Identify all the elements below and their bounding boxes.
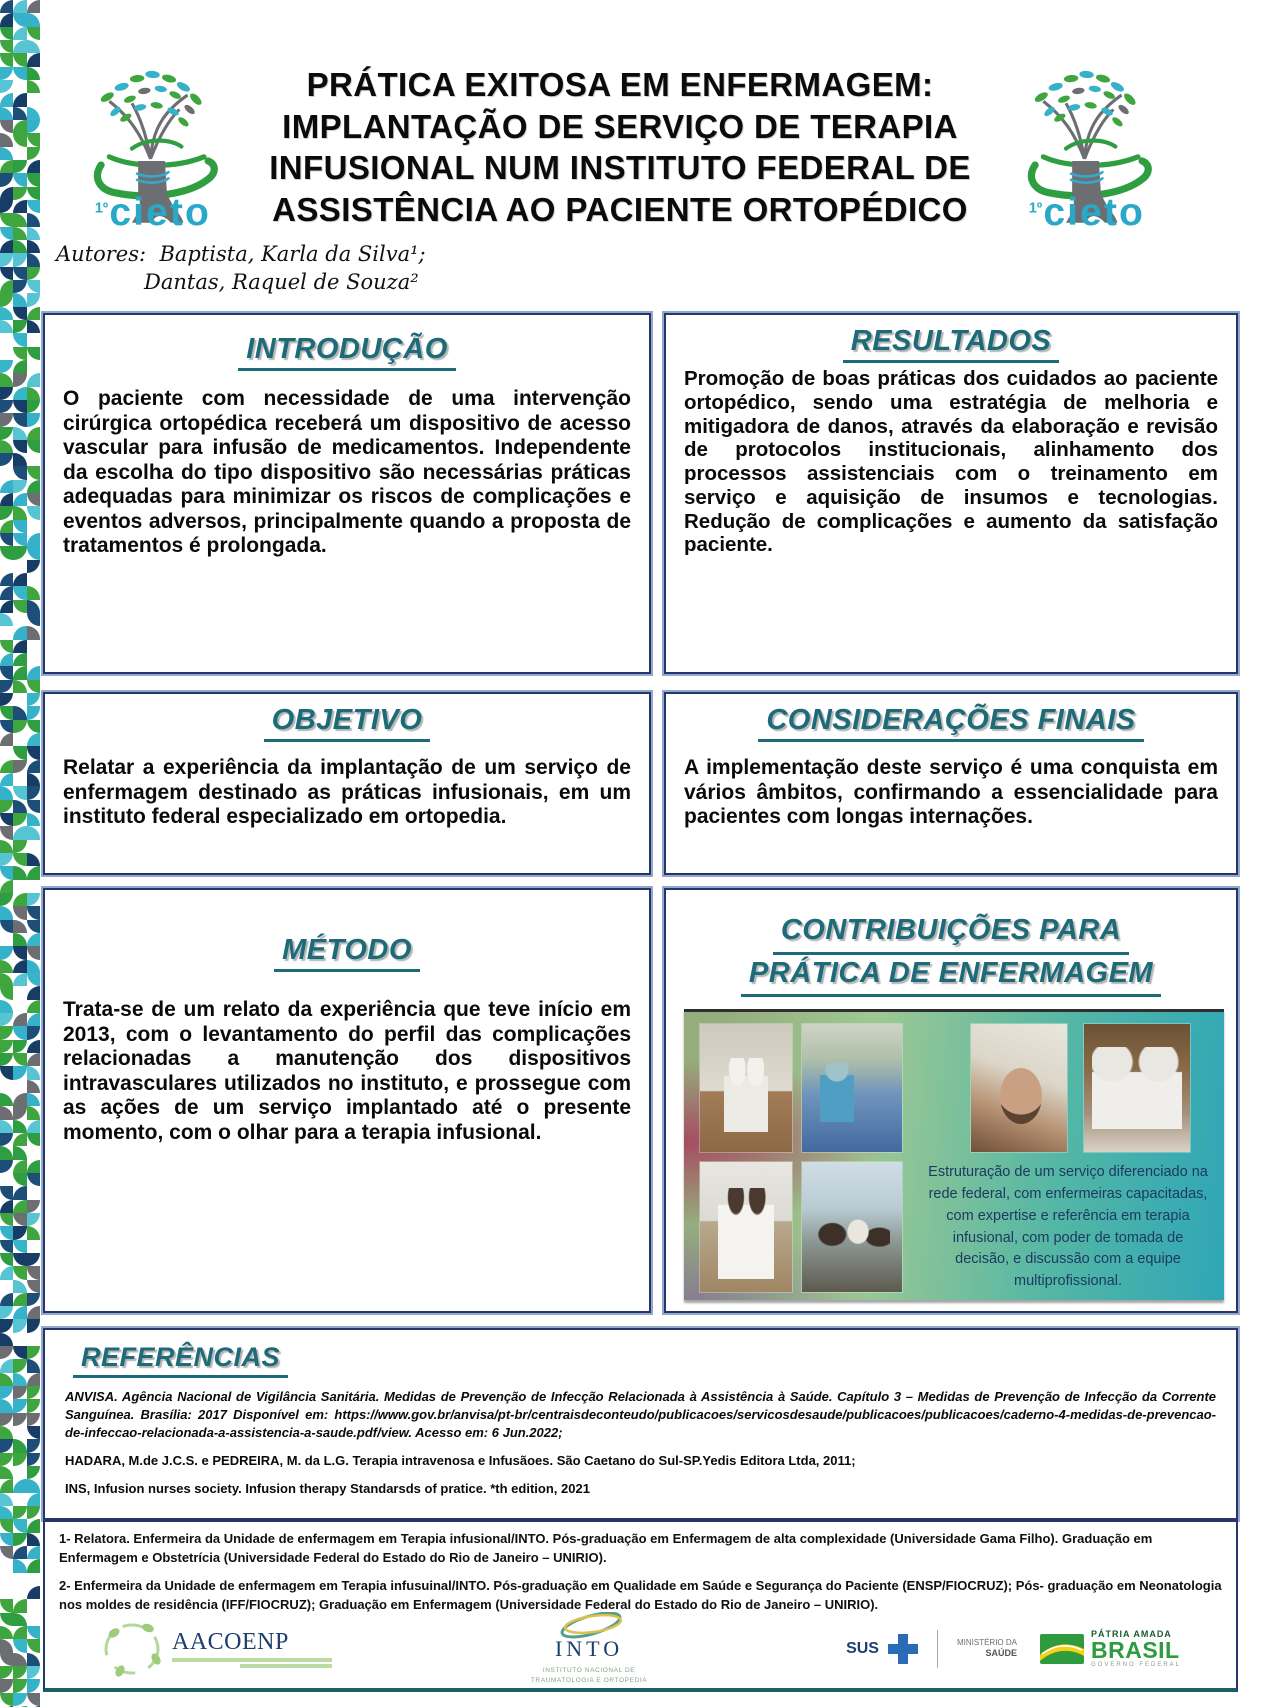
consideracoes-body: A implementação deste serviço é uma conquista em vários âmbitos, confirmando a essencialidade para pacientes com longas internações. <box>684 756 1218 829</box>
references-box <box>43 1328 1238 1520</box>
photo-team-meeting <box>802 1162 902 1292</box>
resultados-heading: RESULTADOS <box>684 325 1218 363</box>
poster-title <box>225 64 1015 230</box>
aacoenp-subtitle-lines <box>172 1658 332 1668</box>
introducao-heading: INTRODUÇÃO <box>63 333 631 371</box>
metodo-heading: MÉTODO <box>63 934 631 972</box>
section-box-resultados <box>664 313 1238 674</box>
collage-caption: Estruturação de um serviço diferenciado na rede federal, com enfermeiras capacitadas, com expertise e referência em terapia infusional, com poder de tomada de decisão, e discussão com a equipe multiprofissional. <box>928 1164 1208 1290</box>
photo-certificate-award <box>700 1162 792 1292</box>
reference-item-2: HADARA, M.de J.C.S. e PEDREIRA, M. da L.G. Terapia intravenosa e Infusãoes. São Caetano do Sul-SP.Yedis Editora Ltda, 2011; <box>65 1452 856 1468</box>
consideracoes-heading: CONSIDERAÇÕES FINAIS <box>684 704 1218 742</box>
cieto-event-logo-right <box>992 58 1177 233</box>
title-line-1: PRÁTICA EXITOSA EM ENFERMAGEM: <box>306 66 934 103</box>
divider <box>937 1630 938 1668</box>
governo-federal-text: GOVERNO FEDERAL <box>1090 1662 1181 1668</box>
photo-nurse-selfie <box>971 1024 1067 1152</box>
footer-logos <box>45 1614 1236 1684</box>
section-box-introducao <box>43 313 651 674</box>
logo-aacoenp <box>100 1619 332 1679</box>
objetivo-heading: OBJETIVO <box>63 704 631 742</box>
authors-block <box>56 240 426 297</box>
footnotes <box>45 1522 1236 1614</box>
into-subtitle: INSTITUTO NACIONAL DE TRAUMATOLOGIA E ORTOPEDIA <box>530 1667 648 1684</box>
patria-amada-text: PÁTRIA AMADA <box>1090 1629 1172 1639</box>
footnote-item-1: 1- Relatora. Enfermeira da Unidade de enfermagem em Terapia infusional/INTO. Pós-graduação em Enfermagem de alta complexidade (Universidade Gama Filho). Graduação em Enfermagem e Obstetrícia (Universidade Federal do Estado do Rio de Janeiro – UNIRIO). <box>59 1531 1153 1565</box>
sus-cross-icon <box>888 1634 918 1664</box>
ministerio-saude-text: MINISTÉRIO DA SAÚDE <box>956 1637 1017 1659</box>
author-line-2: Dantas, Raquel de Souza² <box>144 270 419 295</box>
resultados-body: Promoção de boas práticas dos cuidados ao paciente ortopédico, sendo uma estratégia de melhoria e mitigadora de danos, através da elaboração e revisão de protocolos institucionais, alinhamento dos processos assistenciais com o treinamento em serviço e aquisição de insumos e tecnologias. Redução de complicações e aumento da satisfação paciente. <box>684 367 1218 557</box>
section-box-consideracoes-finais <box>664 692 1238 875</box>
photo-bedside-procedure <box>1084 1024 1190 1152</box>
aacoenp-circle-icon <box>100 1619 164 1679</box>
metodo-body: Trata-se de um relato da experiência que teve início em 2013, com o levantamento do perfil das complicações relacionadas a manutenção dos dispositivos intravasculares utilizados no instituto, e prossegue com as ações de um serviço implantado até o presente momento, com o olhar para a terapia infusional. <box>63 998 631 1144</box>
objetivo-body: Relatar a experiência da implantação de um serviço de enfermagem destinado as práticas infusionais, em um instituto federal especializado em ortopedia. <box>63 756 631 829</box>
brasil-flag-icon <box>1040 1634 1084 1664</box>
logo-sus-ministerio-brasil <box>846 1630 1181 1668</box>
photo-operating-room <box>802 1024 902 1152</box>
section-box-metodo <box>43 888 651 1313</box>
title-line-4: ASSISTÊNCIA AO PACIENTE ORTOPÉDICO <box>272 190 968 228</box>
cieto-event-logo-left <box>58 58 243 233</box>
sus-wordmark: SUS <box>846 1640 879 1657</box>
reference-item-1: ANVISA. Agência Nacional de Vigilância Sanitária. Medidas de Prevenção de Infecção Relacionada à Assistência à Saúde. Capítulo 3 – Medidas de Prevenção de Infecção da Corrente Sanguínea. Brasília: 2017 Disponível em: https://www.gov.br/anvisa/pt-br/centraisdeconteudo/publicacoes/servicosdesaude/publicacoes/publicacoes/caderno-4-medidas-de-prevencao-de-infeccao-relacionada-a-assistencia-a-saude.pdf/view. Acesso em: 6 Jun.2022; <box>65 1389 1216 1440</box>
title-line-2: IMPLANTAÇÃO DE SERVIÇO DE TERAPIA <box>282 107 958 145</box>
title-line-3: INFUSIONAL NUM INSTITUTO FEDERAL DE <box>269 149 971 187</box>
brasil-text: BRASIL <box>1090 1637 1180 1663</box>
footnote-item-2: 2- Enfermeira da Unidade de enfermagem em Terapia infusuinal/INTO. Pós-graduação em Qualidade em Saúde e Segurança do Paciente (ENSP/FIOCRUZ); Pós- graduação em Neonatologia nos moldes de residência (IFF/FIOCRUZ); Graduação em Enfermagem (Universidade Federal do Estado do Rio de Janeiro – UNIRIO). <box>59 1577 1222 1612</box>
author-line-1: Autores: Baptista, Karla da Silva¹; <box>56 242 426 266</box>
footer-band <box>43 1520 1238 1692</box>
photo-collage <box>684 1009 1224 1300</box>
reference-item-3: INS, Infusion nurses society. Infusion therapy Standarsds of pratice. *th edition, 2021 <box>65 1480 590 1496</box>
introducao-body: O paciente com necessidade de uma intervenção cirúrgica ortopédica receberá um dispositivo de acesso vascular para infusão de medicamentos. Independente da escolha do tipo dispositivo são necessárias práticas adequadas para minimizar os riscos de complicações e eventos adversos, principalmente quando a proposta de tratamentos é prolongada. <box>63 387 631 558</box>
aacoenp-wordmark: AACOENP <box>172 1628 289 1655</box>
contribuicoes-heading: CONTRIBUIÇÕES PARA PRÁTICA DE ENFERMAGEM <box>684 912 1218 997</box>
logo-brasil <box>1040 1630 1181 1668</box>
photo-ultrasound-team <box>700 1024 792 1152</box>
references-heading: REFERÊNCIAS <box>73 1342 1216 1378</box>
section-box-objetivo <box>43 692 651 875</box>
section-box-contribuicoes <box>664 888 1238 1313</box>
authors-label: Autores: <box>56 242 147 266</box>
logo-into <box>514 1612 664 1686</box>
mosaic-left-border <box>0 0 40 1707</box>
into-wordmark: INTO <box>554 1636 624 1662</box>
